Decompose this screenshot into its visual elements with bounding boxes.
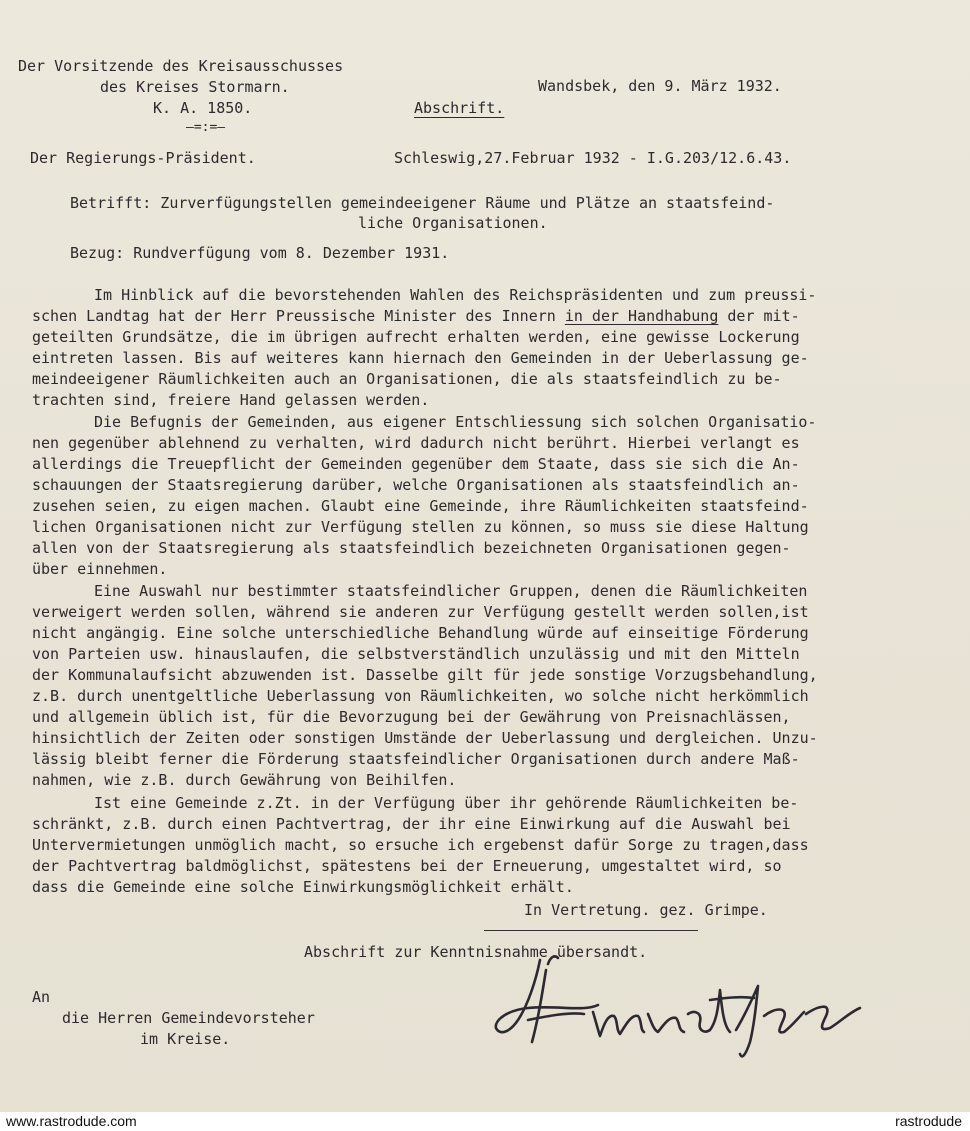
signature-line: In Vertretung. gez. Grimpe. [524, 901, 768, 919]
footer-website: www.rastrodude.com [6, 1113, 137, 1129]
body-line: geteilten Grundsätze, die im übrigen aufrecht erhalten werden, eine gewisse Lockerung [32, 328, 800, 346]
recipient-line-1: An [32, 988, 51, 1006]
body-line: der Pachtvertrag baldmöglichst, spätestens bei der Erneuerung, umgestaltet wird, so [32, 857, 782, 875]
body-line: schauungen der Staatsregierung darüber, welche Organisationen als staatsfeindlich an- [32, 476, 800, 494]
footer-brand: rastrodude [895, 1113, 962, 1129]
body-line: der Kommunalaufsicht abzuwenden ist. Dasselbe gilt für jede sonstige Vorzugsbehandlung, [32, 666, 818, 684]
body-line: meindeeigener Räumlichkeiten auch an Organisationen, die als staatsfeindlich zu be- [32, 370, 782, 388]
body-line: Ist eine Gemeinde z.Zt. in der Verfügung über ihr gehörende Räumlichkeiten be- [94, 794, 799, 812]
body-line: nahmen, wie z.B. durch Gewährung von Beihilfen. [32, 771, 457, 789]
subject-line-2: liche Organisationen. [358, 214, 548, 232]
sender-line-2: des Kreises Stormarn. [100, 78, 290, 96]
body-line: allen von der Staatsregierung als staatsfeindlich bezeichneten Organisationen gegen- [32, 539, 791, 557]
divider-line [484, 930, 698, 931]
body-line: lichen Organisationen nicht zur Verfügung stellen zu können, so muss sie diese Haltung [32, 518, 809, 536]
body-line: schen Landtag hat der Herr Preussische Minister des Innern in der Handhabung der mit- [32, 307, 800, 325]
sender-line-1: Der Vorsitzende des Kreisausschusses [18, 57, 344, 75]
body-line: verweigert werden sollen, während sie anderen zur Verfügung gestellt werden sollen,ist [32, 603, 809, 621]
origin-place-date: Schleswig,27.Februar 1932 - I.G.203/12.6.43. [394, 149, 792, 167]
body-line: über einnehmen. [32, 560, 168, 578]
header-separator: —=:=— [186, 120, 226, 135]
underlined-phrase: in der Handhabung [564, 307, 719, 325]
subject-line-1: Betrifft: Zurverfügungstellen gemeindeeigener Räume und Plätze an staatsfeind- [70, 194, 775, 212]
watermark-footer [0, 1112, 970, 1131]
body-line: Untervermietungen unmöglich macht, so ersuche ich ergebenst dafür Sorge zu tragen,dass [32, 836, 809, 854]
file-reference: K. A. 1850. [153, 99, 253, 117]
body-line: hinsichtlich der Zeiten oder sonstigen Umstände der Ueberlassung und dergleichen. Unzu- [32, 729, 818, 747]
body-line: Eine Auswahl nur bestimmter staatsfeindlicher Gruppen, denen die Räumlichkeiten [94, 582, 808, 600]
recipient-line-3: im Kreise. [140, 1030, 231, 1048]
body-line: Im Hinblick auf die bevorstehenden Wahlen des Reichspräsidenten und zum preussi- [94, 286, 817, 304]
authority: Der Regierungs-Präsident. [30, 149, 256, 167]
body-line: und allgemein üblich ist, für die Bevorzugung bei der Gewährung von Preisnachlässen, [32, 708, 791, 726]
subject-reference: Bezug: Rundverfügung vom 8. Dezember 1931. [70, 244, 450, 262]
recipient-line-2: die Herren Gemeindevorsteher [62, 1009, 315, 1027]
body-line: Die Befugnis der Gemeinden, aus eigener Entschliessung sich solchen Organisatio- [94, 413, 817, 431]
copy-note: Abschrift zur Kenntnisnahme übersandt. [304, 943, 648, 961]
body-line: nicht angängig. Eine solche unterschiedliche Behandlung würde auf einseitige Förderung [32, 624, 809, 642]
body-line: dass die Gemeinde eine solche Einwirkungsmöglichkeit erhält. [32, 878, 574, 896]
body-line: zusehen seien, zu eigen machen. Glaubt eine Gemeinde, ihre Räumlichkeiten staatsfeind- [32, 497, 809, 515]
place-date: Wandsbek, den 9. März 1932. [538, 77, 782, 95]
body-line: von Parteien usw. hinauslaufen, die selbstverständlich unzulässig und mit den Mitteln [32, 645, 800, 663]
body-line: allerdings die Treuepflicht der Gemeinden gegenüber dem Staate, dass sie sich die An- [32, 455, 800, 473]
copy-mark: Abschrift. [414, 99, 505, 117]
handwritten-signature [488, 950, 888, 1070]
body-line: schränkt, z.B. durch einen Pachtvertrag, der ihr eine Einwirkung auf die Auswahl bei [32, 815, 791, 833]
body-line: eintreten lassen. Bis auf weiteres kann hiernach den Gemeinden in der Ueberlassung ge- [32, 349, 809, 367]
body-line: lässig bleibt ferner die Förderung staatsfeindlicher Organisationen durch andere Maß- [32, 750, 800, 768]
body-line: trachten sind, freiere Hand gelassen werden. [32, 391, 430, 409]
body-line: nen gegenüber ablehnend zu verhalten, wird dadurch nicht berührt. Hierbei verlangt es [32, 434, 800, 452]
body-line: z.B. durch unentgeltliche Ueberlassung von Räumlichkeiten, wo solche nicht herkömmlich [32, 687, 809, 705]
